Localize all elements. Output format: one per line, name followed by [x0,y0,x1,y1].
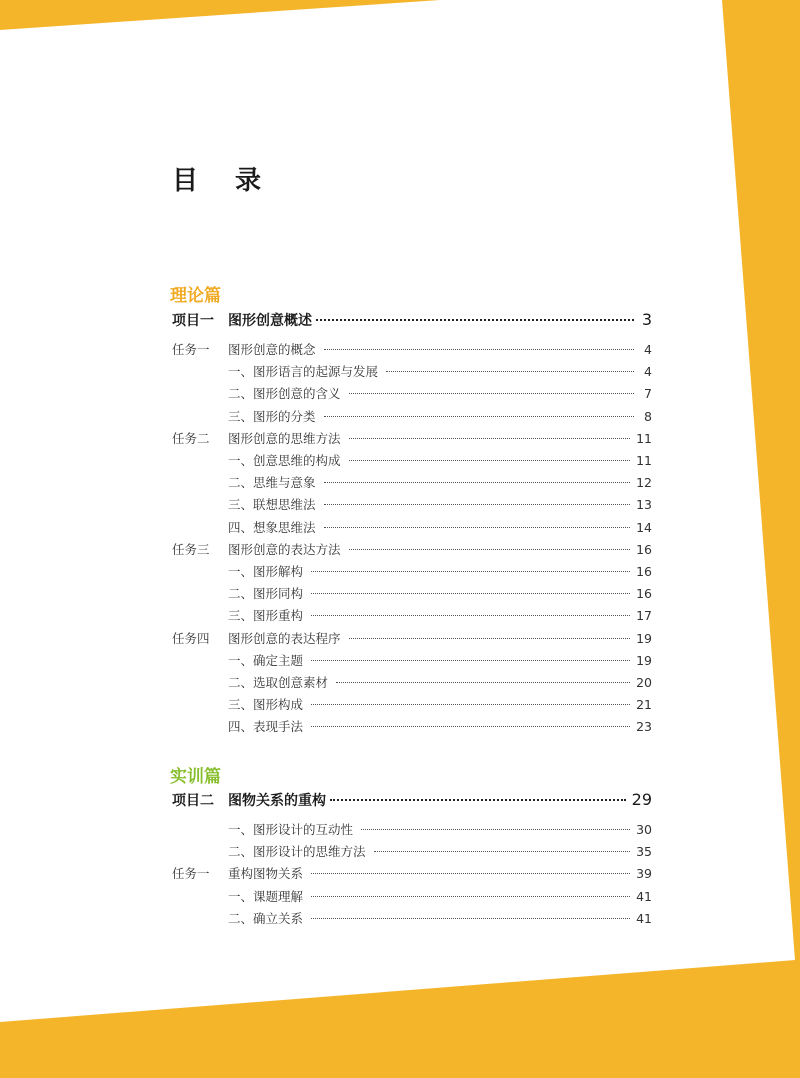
toc-entry-row[interactable] [172,340,652,360]
dot-leader [324,504,631,505]
entry-title: 二、思维与意象 [228,475,316,491]
entry-title: 三、图形的分类 [228,408,316,424]
toc-entry-row[interactable] [172,473,652,493]
project-title: 图形创意概述 [228,313,312,329]
entry-title: 一、创意思维的构成 [228,453,341,468]
dot-leader [330,799,626,801]
entry-title: 三、联想思维法 [228,497,316,513]
page-number: 11 [636,453,652,468]
toc-entry-row[interactable] [172,842,652,862]
entry-title: 图形创意的概念 [228,342,316,357]
toc-entry-row[interactable] [172,495,652,515]
page-number: 4 [644,342,652,357]
toc-entry-row[interactable] [172,407,652,427]
page-number: 39 [636,866,652,882]
entry-title: 图形创意的表达程序 [228,630,341,646]
dot-leader [324,416,634,417]
page-number: 8 [644,408,652,424]
dot-leader [311,704,630,705]
task-number: 任务二 [172,430,210,446]
page-title: 目 录 [172,166,276,196]
dot-leader [324,527,631,528]
entry-title: 一、图形设计的互动性 [228,822,354,837]
dot-leader [311,918,630,919]
entry-title: 二、选取创意素材 [228,675,329,690]
toc-entry-row[interactable] [172,606,652,626]
entry-title: 二、图形同构 [228,586,304,602]
dot-leader [349,460,631,461]
dot-leader [311,660,630,661]
dot-leader [316,319,634,321]
section-heading-theory: 理论篇 [170,286,221,306]
dot-leader [349,549,631,550]
entry-title: 图形创意的表达方法 [228,541,341,557]
entry-title: 二、确立关系 [228,910,304,926]
page-number: 16 [636,564,652,579]
dot-leader [374,851,631,852]
dot-leader [324,349,634,350]
toc-entry-row[interactable] [172,887,652,907]
entry-title: 一、图形语言的起源与发展 [228,364,379,380]
dot-leader [361,829,630,830]
project-title: 图物关系的重构 [228,793,326,809]
section-heading-practice: 实训篇 [170,767,221,787]
entry-title: 三、图形重构 [228,608,304,624]
toc-entry-row[interactable] [172,451,652,471]
toc-entry-row[interactable] [172,695,652,715]
page-number: 29 [631,790,652,809]
entry-title: 一、图形解构 [228,564,304,579]
entry-title: 四、想象思维法 [228,519,316,535]
page-number: 14 [636,519,652,535]
toc-entry-row[interactable] [172,562,652,582]
page-number: 41 [636,910,652,926]
page-number: 19 [636,652,652,668]
toc-entry-row[interactable] [172,717,652,737]
toc-project-row[interactable] [172,310,652,330]
page-number: 20 [636,675,652,690]
dot-leader [311,615,630,616]
toc-project-row[interactable] [172,790,652,810]
entry-title: 一、确定主题 [228,652,304,668]
dot-leader [311,896,630,897]
dot-leader [311,726,630,727]
entry-title: 四、表现手法 [228,719,304,735]
toc-entry-row[interactable] [172,673,652,693]
page-number: 21 [636,697,652,713]
toc-entry-row[interactable] [172,584,652,604]
toc-entry-row[interactable] [172,909,652,929]
page-number: 17 [636,608,652,624]
task-number: 任务一 [172,342,210,357]
dot-leader [336,682,630,683]
dot-leader [324,482,631,483]
entry-title: 重构图物关系 [228,866,304,882]
page-number: 13 [636,497,652,513]
project-number: 项目一 [172,313,214,329]
dot-leader [311,571,630,572]
dot-leader [349,393,634,394]
task-number: 任务一 [172,866,210,882]
page-number: 3 [641,310,652,329]
page-number: 16 [636,541,652,557]
entry-title: 二、图形设计的思维方法 [228,844,366,860]
dot-leader [349,438,631,439]
toc-entry-row[interactable] [172,864,652,884]
toc-entry-row[interactable] [172,629,652,649]
page-number: 16 [636,586,652,602]
page-number: 23 [636,719,652,735]
entry-title: 二、图形创意的含义 [228,386,341,402]
toc-entry-row[interactable] [172,651,652,671]
toc-entry-row[interactable] [172,362,652,382]
toc-entry-row[interactable] [172,820,652,840]
entry-title: 三、图形构成 [228,697,304,713]
toc-entry-row[interactable] [172,518,652,538]
entry-title: 一、课题理解 [228,888,304,904]
project-number: 项目二 [172,793,214,809]
task-number: 任务三 [172,541,210,557]
page-number: 41 [636,888,652,904]
page-number: 7 [644,386,652,402]
dot-leader [349,638,631,639]
toc-entry-row[interactable] [172,540,652,560]
entry-title: 图形创意的思维方法 [228,430,341,446]
dot-leader [311,593,630,594]
toc-entry-row[interactable] [172,429,652,449]
page-number: 12 [636,475,652,491]
page-number: 19 [636,630,652,646]
page-number: 4 [644,364,652,380]
task-number: 任务四 [172,630,210,646]
dot-leader [386,371,634,372]
dot-leader [311,873,630,874]
page-number: 35 [636,844,652,860]
page-number: 11 [636,430,652,446]
toc-entry-row[interactable] [172,384,652,404]
page-number: 30 [636,822,652,837]
